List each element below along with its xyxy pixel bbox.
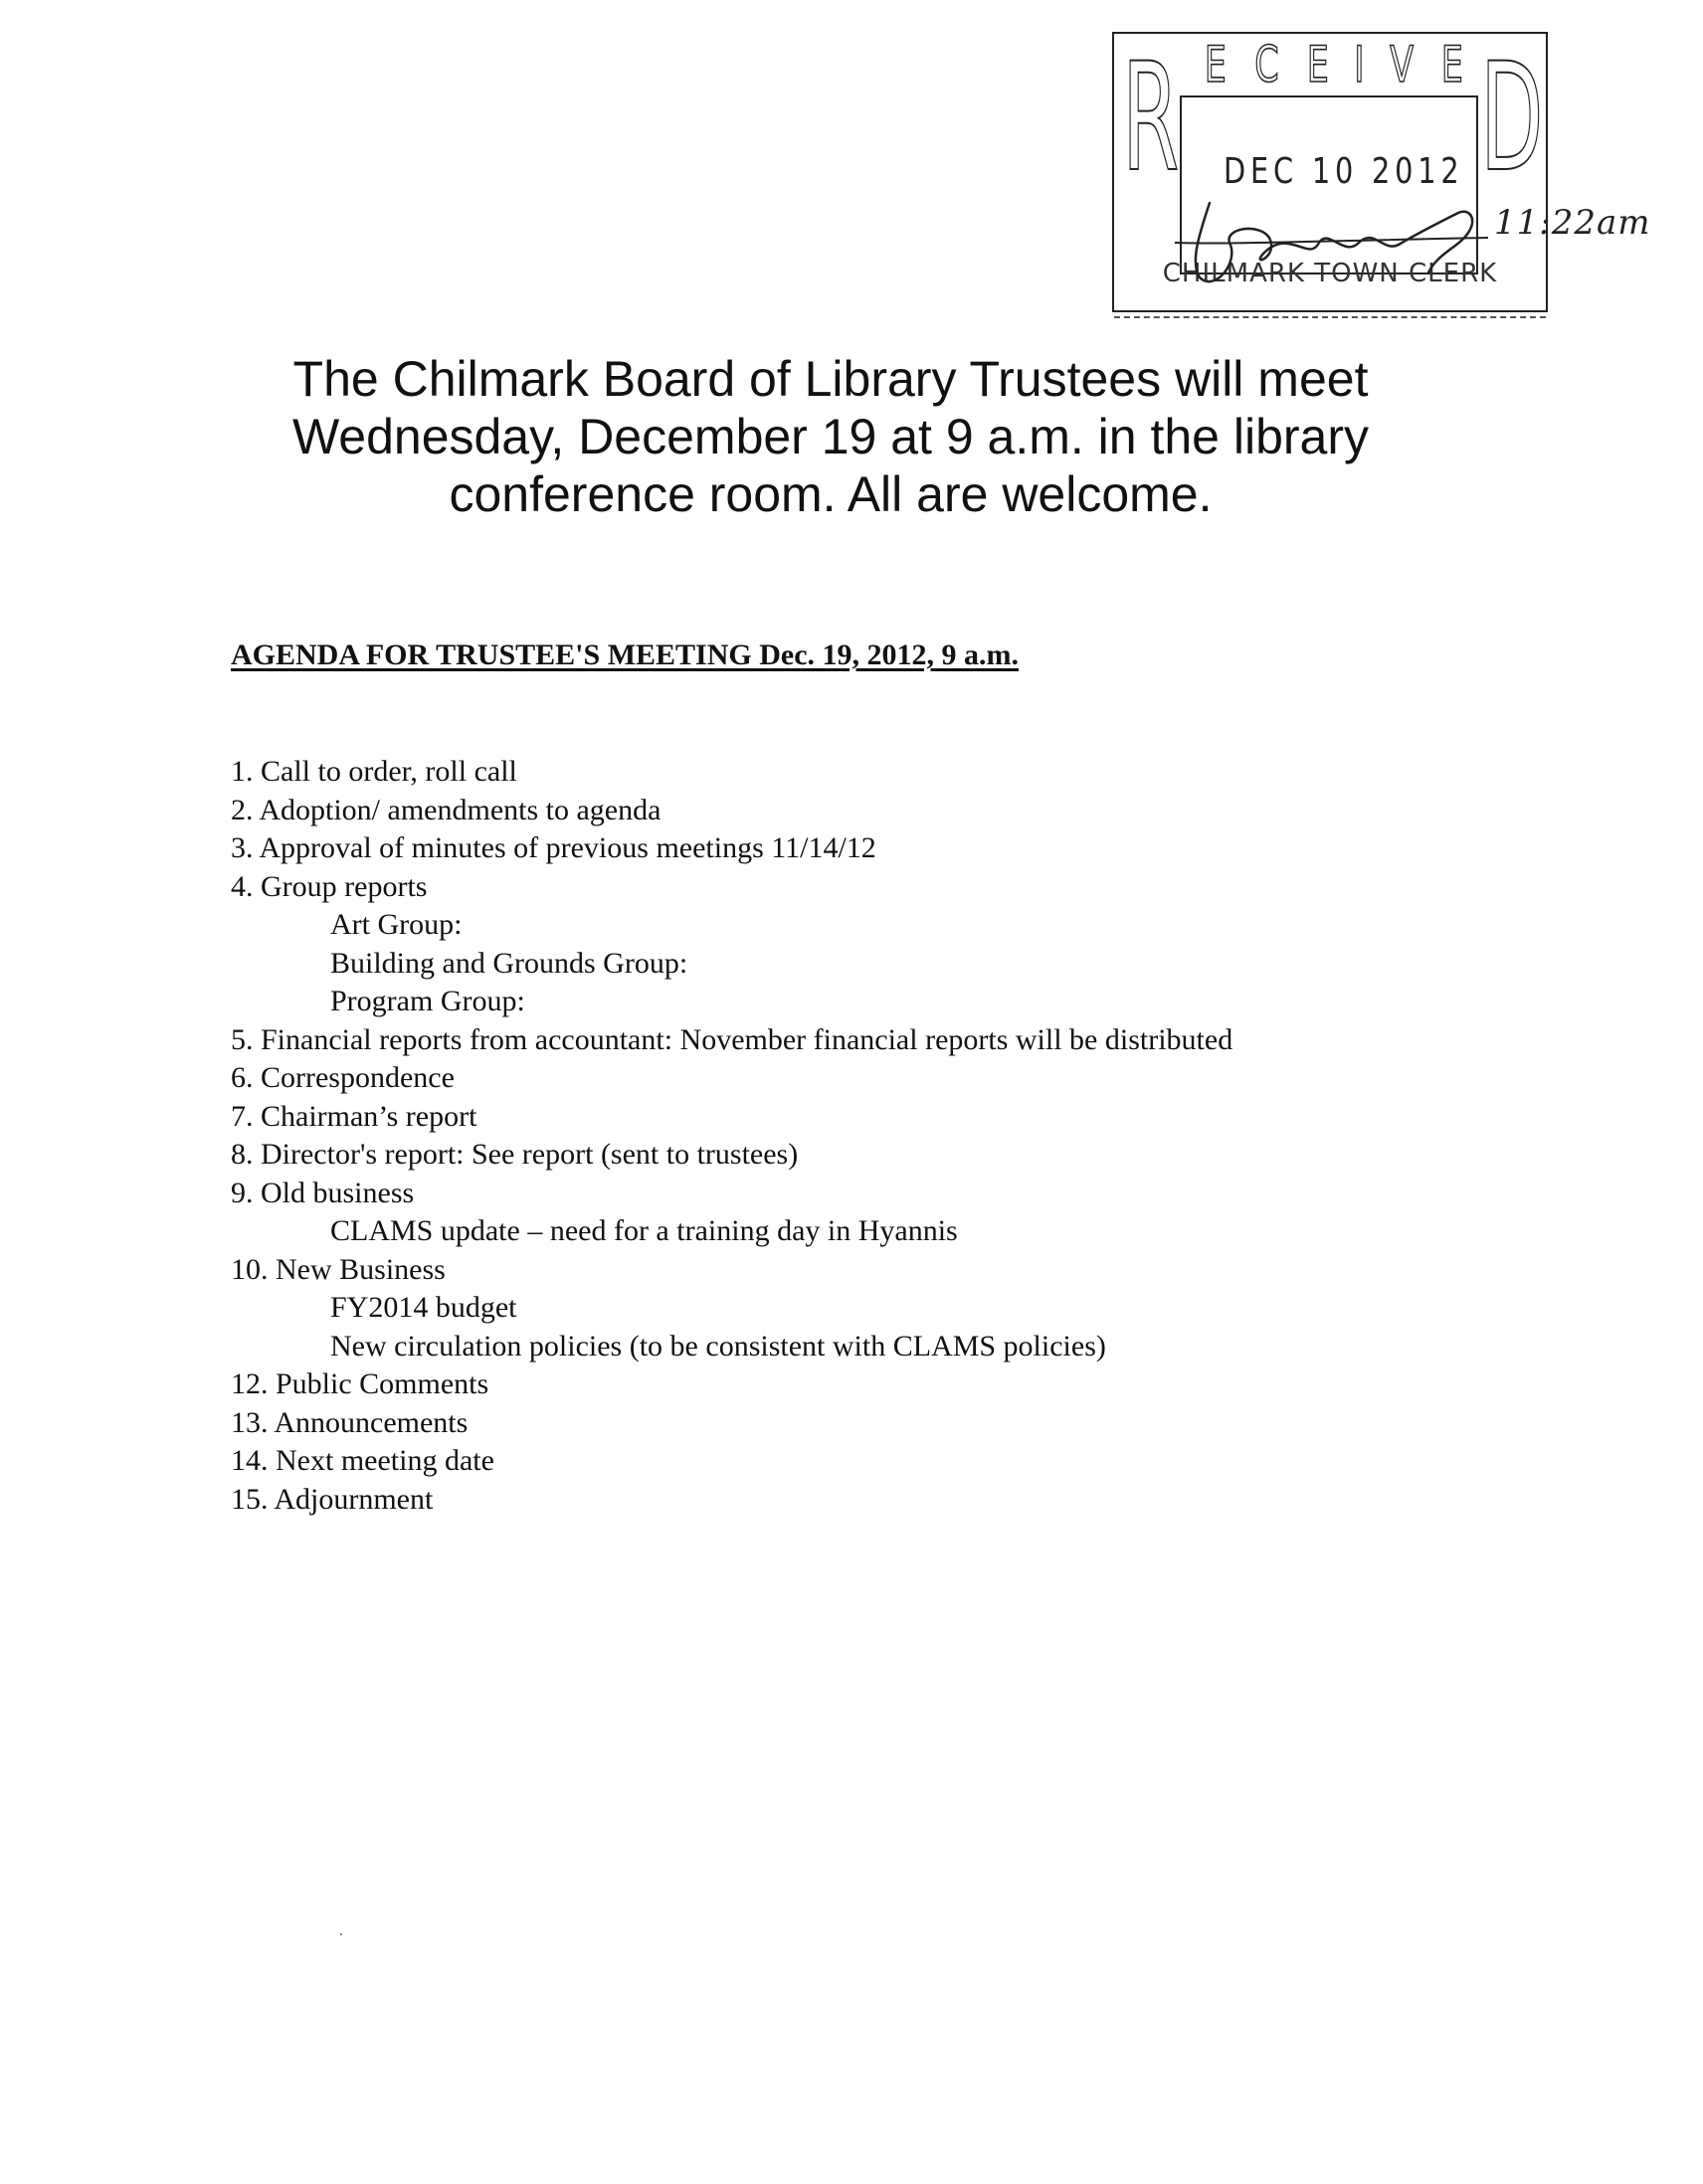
agenda-item: 5. Financial reports from accountant: November financial reports will be distributed bbox=[231, 1022, 1233, 1056]
stamp-letter: C bbox=[1254, 36, 1279, 93]
agenda-sub-item: CLAMS update – need for a training day in Hyannis bbox=[330, 1214, 958, 1247]
scan-speck bbox=[340, 1933, 342, 1935]
agenda-item: 9. Old business bbox=[231, 1176, 415, 1209]
stamp-big-letter-r: R bbox=[1122, 32, 1180, 205]
meeting-notice bbox=[199, 350, 1462, 523]
stamp-dashed-line bbox=[1114, 316, 1546, 318]
agenda-item: 10. New Business bbox=[231, 1252, 446, 1286]
agenda-sub-item: Art Group: bbox=[330, 908, 463, 941]
agenda-item: 15. Adjournment bbox=[231, 1482, 434, 1516]
agenda-item: 2. Adoption/ amendments to agenda bbox=[231, 793, 662, 826]
agenda-list bbox=[231, 753, 1232, 1519]
agenda-title: AGENDA FOR TRUSTEE'S MEETING Dec. 19, 2012, 9 a.m. bbox=[231, 638, 1020, 671]
agenda-item: 14. Next meeting date bbox=[231, 1444, 494, 1477]
agenda-item: 3. Approval of minutes of previous meetings 11/14/12 bbox=[231, 831, 876, 864]
agenda-sub-item: Building and Grounds Group: bbox=[330, 946, 688, 980]
notice-line: Wednesday, December 19 at 9 a.m. in the library bbox=[291, 409, 1369, 464]
agenda-sub-item: Program Group: bbox=[330, 985, 525, 1017]
agenda-sub-item: FY2014 budget bbox=[330, 1291, 517, 1324]
signature-icon bbox=[1170, 183, 1498, 302]
stamp-letter: E bbox=[1441, 36, 1464, 93]
agenda-item: 13. Announcements bbox=[231, 1405, 469, 1439]
stamp-time-handwritten: 11:22am bbox=[1494, 203, 1651, 243]
notice-line: The Chilmark Board of Library Trustees will meet bbox=[292, 351, 1369, 407]
stamp-office: CHILMARK TOWN CLERK bbox=[1162, 259, 1498, 288]
agenda-item: 7. Chairman’s report bbox=[231, 1099, 477, 1133]
stamp-big-letter-d: D bbox=[1480, 32, 1544, 205]
stamp-small-letters bbox=[1200, 36, 1468, 93]
agenda-sub-item: New circulation policies (to be consistent with CLAMS policies) bbox=[330, 1329, 1106, 1363]
agenda-item: 4. Group reports bbox=[231, 869, 428, 903]
stamp-date: DEC 10 2012 bbox=[1224, 151, 1464, 192]
notice-line: conference room. All are welcome. bbox=[449, 466, 1213, 522]
agenda-item: 12. Public Comments bbox=[231, 1367, 489, 1400]
stamp-letter: E bbox=[1204, 36, 1227, 93]
agenda-item: 1. Call to order, roll call bbox=[231, 755, 517, 788]
agenda-item: 6. Correspondence bbox=[231, 1061, 455, 1094]
stamp-letter: V bbox=[1390, 36, 1415, 93]
stamp-letter: I bbox=[1354, 36, 1365, 93]
agenda-item: 8. Director's report: See report (sent to trustees) bbox=[231, 1138, 799, 1171]
stamp-letter: E bbox=[1306, 36, 1329, 93]
